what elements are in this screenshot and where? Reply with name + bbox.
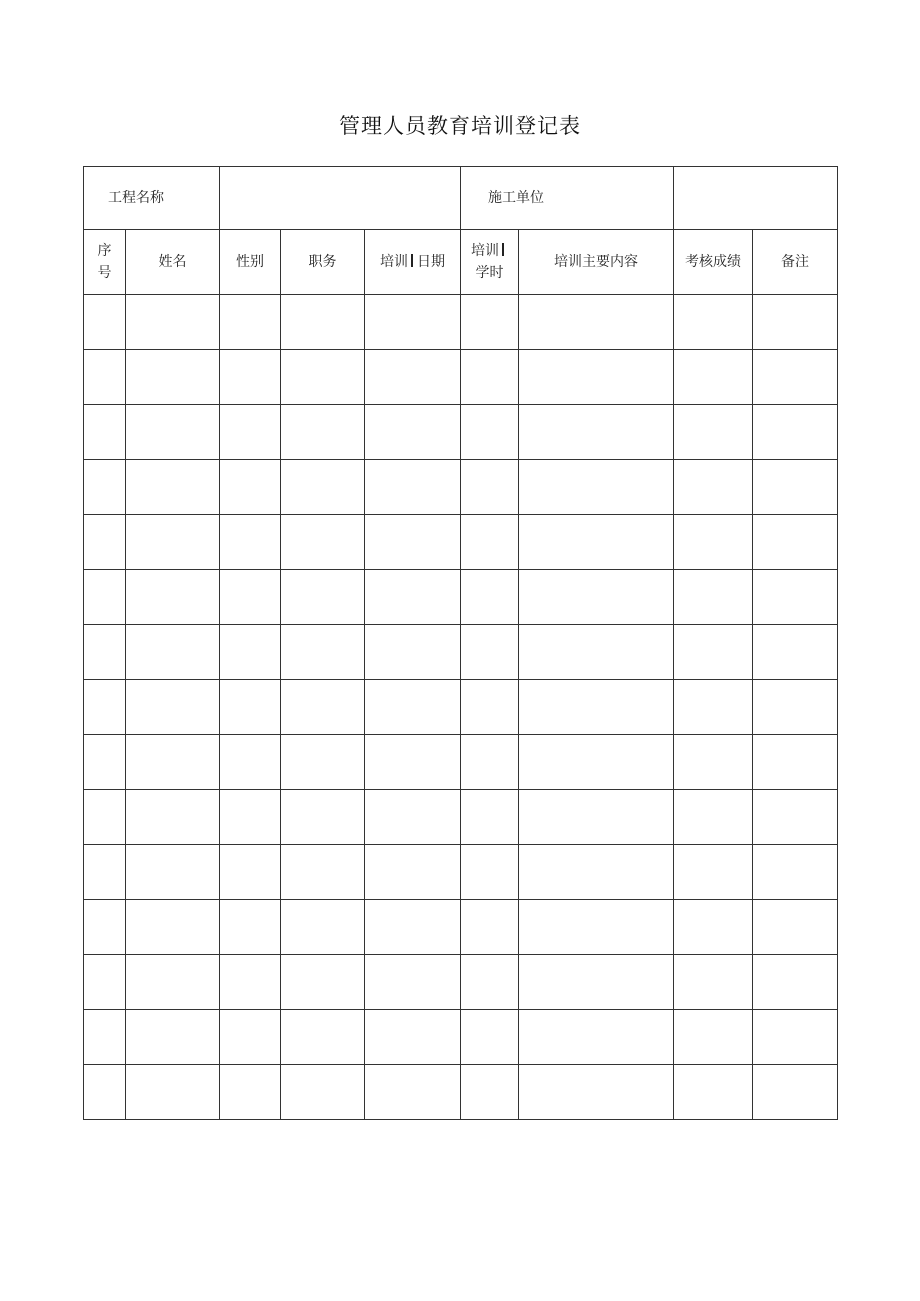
cell-training-content[interactable]: [519, 900, 674, 955]
cell-seq[interactable]: [84, 460, 126, 515]
cell-training-date[interactable]: [365, 295, 461, 350]
divider-bar: [411, 254, 413, 267]
cell-training-date[interactable]: [365, 460, 461, 515]
cell-assessment-score[interactable]: [674, 790, 753, 845]
header-training-hours-line1: 培训: [471, 243, 500, 259]
cell-training-content[interactable]: [519, 955, 674, 1010]
cell-assessment-score[interactable]: [674, 405, 753, 460]
header-seq-line2: 号: [97, 265, 112, 281]
header-position: 职务: [281, 230, 365, 295]
cell-position[interactable]: [281, 570, 365, 625]
cell-remarks[interactable]: [753, 625, 838, 680]
table-row: [84, 1010, 838, 1065]
cell-training-hours[interactable]: [461, 680, 519, 735]
cell-name[interactable]: [126, 570, 220, 625]
table-row: [84, 735, 838, 790]
cell-training-content[interactable]: [519, 515, 674, 570]
cell-assessment-score[interactable]: [674, 680, 753, 735]
cell-remarks[interactable]: [753, 680, 838, 735]
cell-training-content[interactable]: [519, 625, 674, 680]
cell-seq[interactable]: [84, 350, 126, 405]
cell-training-hours[interactable]: [461, 1010, 519, 1065]
cell-remarks[interactable]: [753, 295, 838, 350]
cell-position[interactable]: [281, 900, 365, 955]
project-name-field[interactable]: [220, 167, 461, 230]
cell-training-content[interactable]: [519, 845, 674, 900]
cell-gender[interactable]: [220, 845, 281, 900]
cell-name[interactable]: [126, 735, 220, 790]
cell-training-hours[interactable]: [461, 515, 519, 570]
cell-position[interactable]: [281, 680, 365, 735]
construction-unit-label: 施工单位: [461, 167, 674, 230]
cell-name[interactable]: [126, 955, 220, 1010]
cell-training-hours[interactable]: [461, 405, 519, 460]
cell-name[interactable]: [126, 405, 220, 460]
header-training-hours-line2: 学时: [475, 265, 504, 281]
cell-remarks[interactable]: [753, 955, 838, 1010]
cell-position[interactable]: [281, 845, 365, 900]
cell-training-content[interactable]: [519, 1065, 674, 1120]
cell-training-content[interactable]: [519, 790, 674, 845]
cell-assessment-score[interactable]: [674, 1065, 753, 1120]
cell-assessment-score[interactable]: [674, 845, 753, 900]
cell-seq[interactable]: [84, 900, 126, 955]
cell-remarks[interactable]: [753, 735, 838, 790]
cell-training-content[interactable]: [519, 350, 674, 405]
page-title: 管理人员教育培训登记表: [339, 114, 581, 138]
cell-name[interactable]: [126, 625, 220, 680]
cell-gender[interactable]: [220, 680, 281, 735]
cell-seq[interactable]: [84, 625, 126, 680]
cell-seq[interactable]: [84, 1010, 126, 1065]
cell-training-date[interactable]: [365, 405, 461, 460]
training-register-table: [83, 166, 838, 1120]
cell-gender[interactable]: [220, 1065, 281, 1120]
cell-training-hours[interactable]: [461, 735, 519, 790]
cell-gender[interactable]: [220, 350, 281, 405]
cell-training-hours[interactable]: [461, 900, 519, 955]
cell-gender[interactable]: [220, 735, 281, 790]
cell-remarks[interactable]: [753, 1065, 838, 1120]
cell-seq[interactable]: [84, 955, 126, 1010]
table-row: [84, 625, 838, 680]
table-row: [84, 350, 838, 405]
cell-seq[interactable]: [84, 1065, 126, 1120]
cell-name[interactable]: [126, 1065, 220, 1120]
header-seq-line1: 序: [97, 243, 112, 259]
cell-training-date[interactable]: [365, 570, 461, 625]
project-name-label: 工程名称: [84, 167, 220, 230]
table-row: [84, 845, 838, 900]
cell-name[interactable]: [126, 900, 220, 955]
cell-remarks[interactable]: [753, 515, 838, 570]
cell-gender[interactable]: [220, 405, 281, 460]
cell-training-content[interactable]: [519, 680, 674, 735]
construction-unit-field[interactable]: [674, 167, 838, 230]
cell-training-hours[interactable]: [461, 350, 519, 405]
cell-training-content[interactable]: [519, 570, 674, 625]
cell-name[interactable]: [126, 1010, 220, 1065]
cell-training-date[interactable]: [365, 955, 461, 1010]
cell-seq[interactable]: [84, 680, 126, 735]
cell-training-hours[interactable]: [461, 570, 519, 625]
cell-position[interactable]: [281, 1010, 365, 1065]
cell-position[interactable]: [281, 735, 365, 790]
cell-remarks[interactable]: [753, 790, 838, 845]
cell-remarks[interactable]: [753, 1010, 838, 1065]
cell-position[interactable]: [281, 955, 365, 1010]
cell-assessment-score[interactable]: [674, 570, 753, 625]
cell-seq[interactable]: [84, 515, 126, 570]
cell-name[interactable]: [126, 515, 220, 570]
table-row: [84, 570, 838, 625]
table-row: [84, 955, 838, 1010]
table-row: [84, 1065, 838, 1120]
table-row: [84, 790, 838, 845]
header-training-hours: [461, 230, 519, 295]
cell-gender[interactable]: [220, 900, 281, 955]
cell-gender[interactable]: [220, 570, 281, 625]
cell-gender[interactable]: [220, 515, 281, 570]
cell-training-date[interactable]: [365, 1065, 461, 1120]
cell-gender[interactable]: [220, 790, 281, 845]
cell-training-hours[interactable]: [461, 460, 519, 515]
cell-gender[interactable]: [220, 955, 281, 1010]
cell-seq[interactable]: [84, 570, 126, 625]
cell-training-content[interactable]: [519, 295, 674, 350]
cell-remarks[interactable]: [753, 405, 838, 460]
table-row: [84, 680, 838, 735]
cell-training-date[interactable]: [365, 900, 461, 955]
cell-training-content[interactable]: [519, 735, 674, 790]
cell-training-date[interactable]: [365, 735, 461, 790]
cell-position[interactable]: [281, 405, 365, 460]
cell-training-date[interactable]: [365, 515, 461, 570]
cell-name[interactable]: [126, 845, 220, 900]
cell-seq[interactable]: [84, 295, 126, 350]
header-training-date-part2: 日期: [417, 254, 445, 270]
cell-remarks[interactable]: [753, 460, 838, 515]
cell-training-content[interactable]: [519, 405, 674, 460]
cell-position[interactable]: [281, 515, 365, 570]
cell-name[interactable]: [126, 790, 220, 845]
cell-training-hours[interactable]: [461, 845, 519, 900]
cell-assessment-score[interactable]: [674, 350, 753, 405]
table-row: [84, 515, 838, 570]
header-seq: [84, 230, 126, 295]
header-remarks: 备注: [753, 230, 838, 295]
cell-remarks[interactable]: [753, 845, 838, 900]
table-row: [84, 460, 838, 515]
cell-position[interactable]: [281, 1065, 365, 1120]
table-row: [84, 900, 838, 955]
cell-training-date[interactable]: [365, 790, 461, 845]
cell-gender[interactable]: [220, 1010, 281, 1065]
header-gender: 性别: [220, 230, 281, 295]
cell-seq[interactable]: [84, 790, 126, 845]
cell-assessment-score[interactable]: [674, 295, 753, 350]
divider-bar: [502, 243, 504, 256]
cell-assessment-score[interactable]: [674, 900, 753, 955]
cell-assessment-score[interactable]: [674, 735, 753, 790]
cell-remarks[interactable]: [753, 900, 838, 955]
cell-training-date[interactable]: [365, 350, 461, 405]
cell-training-content[interactable]: [519, 1010, 674, 1065]
cell-name[interactable]: [126, 460, 220, 515]
cell-training-hours[interactable]: [461, 955, 519, 1010]
cell-name[interactable]: [126, 680, 220, 735]
table-row: [84, 405, 838, 460]
cell-name[interactable]: [126, 350, 220, 405]
cell-assessment-score[interactable]: [674, 515, 753, 570]
cell-training-date[interactable]: [365, 1010, 461, 1065]
cell-training-hours[interactable]: [461, 295, 519, 350]
cell-training-date[interactable]: [365, 680, 461, 735]
table-row: [84, 295, 838, 350]
cell-position[interactable]: [281, 790, 365, 845]
cell-name[interactable]: [126, 295, 220, 350]
cell-training-date[interactable]: [365, 845, 461, 900]
cell-gender[interactable]: [220, 625, 281, 680]
cell-seq[interactable]: [84, 845, 126, 900]
cell-gender[interactable]: [220, 295, 281, 350]
cell-training-hours[interactable]: [461, 790, 519, 845]
header-training-date-part1: 培训: [380, 254, 408, 270]
cell-assessment-score[interactable]: [674, 955, 753, 1010]
column-header-row: [84, 230, 838, 295]
cell-position[interactable]: [281, 295, 365, 350]
header-training-date: [365, 230, 461, 295]
header-training-content: 培训主要内容: [519, 230, 674, 295]
cell-position[interactable]: [281, 460, 365, 515]
cell-assessment-score[interactable]: [674, 625, 753, 680]
cell-position[interactable]: [281, 350, 365, 405]
cell-seq[interactable]: [84, 405, 126, 460]
cell-remarks[interactable]: [753, 570, 838, 625]
cell-gender[interactable]: [220, 460, 281, 515]
cell-assessment-score[interactable]: [674, 460, 753, 515]
cell-position[interactable]: [281, 625, 365, 680]
cell-training-content[interactable]: [519, 460, 674, 515]
cell-training-date[interactable]: [365, 625, 461, 680]
cell-training-hours[interactable]: [461, 625, 519, 680]
cell-assessment-score[interactable]: [674, 1010, 753, 1065]
header-name: 姓名: [126, 230, 220, 295]
header-assessment-score: 考核成绩: [674, 230, 753, 295]
cell-training-hours[interactable]: [461, 1065, 519, 1120]
cell-remarks[interactable]: [753, 350, 838, 405]
project-info-row: [84, 167, 838, 230]
cell-seq[interactable]: [84, 735, 126, 790]
